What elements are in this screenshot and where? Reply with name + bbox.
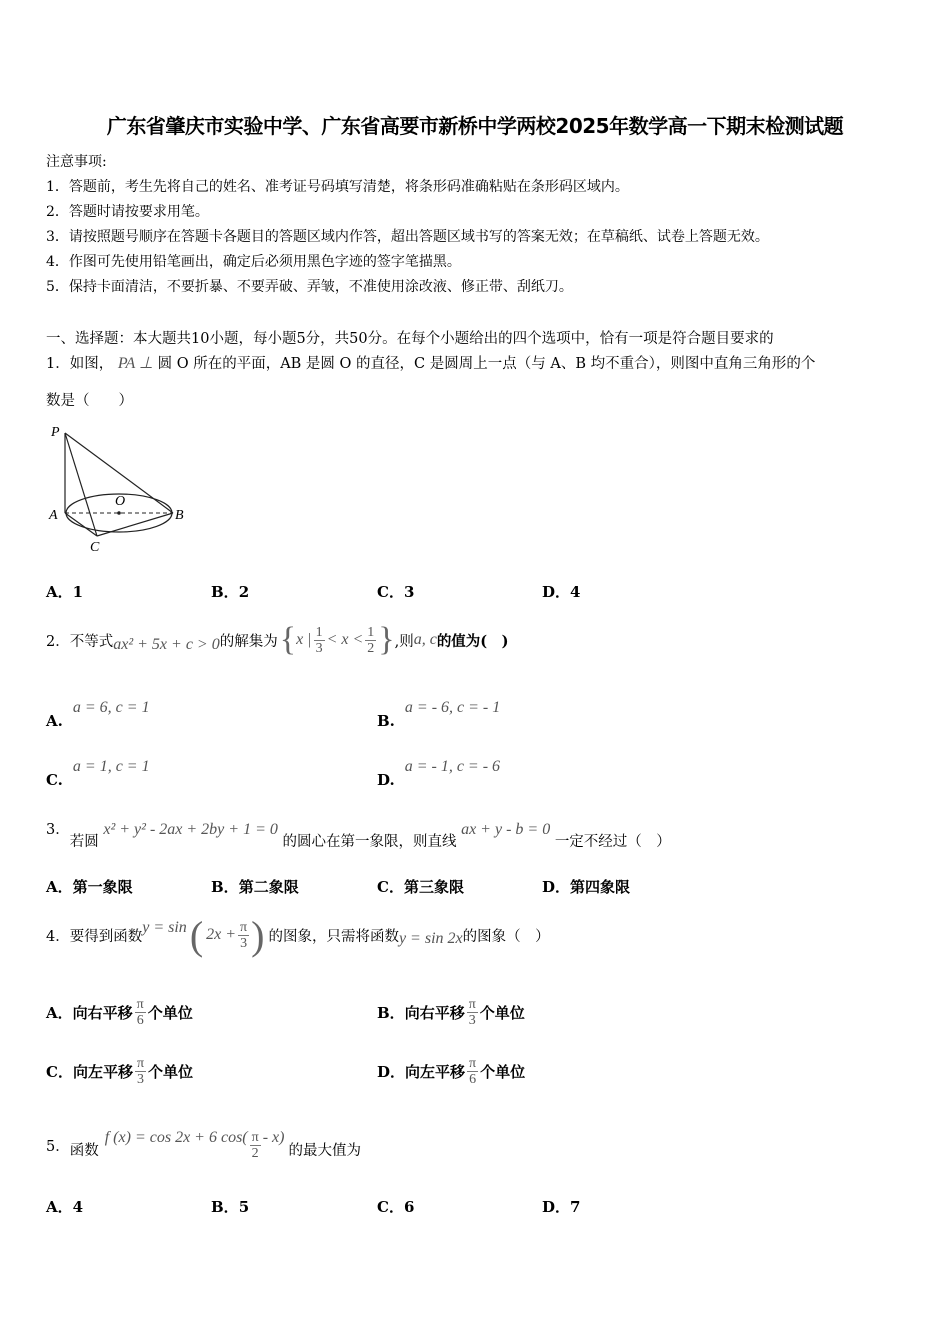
q4-option-c[interactable]: C． 向左平移 $\frac{\pi}{3}$ 个单位 — [46, 1056, 194, 1087]
q1-option-b[interactable]: B．2 — [211, 583, 250, 601]
q1-option-a[interactable]: A．1 — [46, 583, 84, 601]
fraction: $\frac{1}{3}$ — [315, 624, 323, 656]
q2-option-b[interactable]: B.a = - 6, c = - 1 — [377, 699, 501, 730]
q3-option-a[interactable]: A．第一象限 — [46, 878, 133, 896]
q5-option-d[interactable]: D．7 — [542, 1198, 581, 1216]
notice-block — [46, 150, 769, 300]
q3-option-c[interactable]: C．第三象限 — [377, 878, 464, 896]
question-1-line1: 1．如图， PA ⊥ 圆 O 所在的平面，AB 是圆 O 的直径，C 是圆周上一点（与 A、B 均不重合），则图中直角三角形的个 — [46, 355, 816, 372]
section-heading: 一、选择题：本大题共10小题，每小题5分，共50分。在每个小题给出的四个选项中，恰有一项是符合题目要求的 — [46, 331, 774, 347]
q4-option-d[interactable]: D． 向左平移 $\frac{\pi}{6}$ 个单位 — [377, 1056, 526, 1087]
q2-option-a[interactable]: A.a = 6, c = 1 — [46, 699, 150, 730]
q5-option-c[interactable]: C．6 — [377, 1198, 415, 1216]
q1-option-c[interactable]: C．3 — [377, 583, 415, 601]
question-3: 3．若圆 x² + y² - 2ax + 2by + 1 = 0 的圆心在第一象限，则直线 ax + y - b = 0 一定不经过（ ） — [46, 821, 671, 850]
question-number: 3． — [46, 822, 70, 838]
fraction: $\frac{\pi}{2}$ — [251, 1129, 259, 1161]
math-expression: PA ⊥ — [117, 355, 153, 372]
q3-option-d[interactable]: D．第四象限 — [542, 878, 631, 896]
fraction: $\frac{1}{2}$ — [367, 624, 375, 656]
q3-option-b[interactable]: B．第二象限 — [211, 878, 299, 896]
notice-item: 1．答题前，考生先将自己的姓名、准考证号码填写清楚，将条形码准确粘贴在条形码区域内。 — [46, 179, 629, 195]
q4-option-a[interactable]: A． 向右平移 $\frac{\pi}{6}$ 个单位 — [46, 997, 193, 1028]
exam-title: 广东省肇庆市实验中学、广东省高要市新桥中学两校2025年数学高一下期末检测试题 — [106, 114, 844, 138]
q2-option-d[interactable]: D.a = - 1, c = - 6 — [377, 758, 501, 789]
q2-option-c[interactable]: C.a = 1, c = 1 — [46, 758, 150, 789]
label-b: B — [175, 508, 184, 523]
geometry-figure — [44, 420, 194, 555]
q5-option-a[interactable]: A．4 — [46, 1198, 84, 1216]
label-a: A — [49, 508, 58, 523]
question-4: 4． 要得到函数 y = sin ( 2x + $\frac{\pi}{3}$ ) 的图象，只需将函数 y = sin 2x 的图象（ ） — [46, 912, 550, 958]
notice-item: 2．答题时请按要求用笔。 — [46, 204, 209, 220]
question-number: 4． — [46, 928, 70, 945]
q5-option-b[interactable]: B．5 — [211, 1198, 250, 1216]
question-5: 5． 函数 f (x) = cos 2x + 6 cos( $\frac{\pi}{2}$ - x) 的最大值为 — [46, 1129, 361, 1161]
notice-item: 4．作图可先使用铅笔画出，确定后必须用黑色字迹的签字笔描黑。 — [46, 254, 461, 270]
question-number: 2． — [46, 633, 70, 650]
label-o: O — [115, 494, 126, 509]
label-p: P — [51, 425, 60, 440]
math-line-equation: ax + y - b = 0 — [461, 821, 551, 838]
q4-option-b[interactable]: B． 向右平移 $\frac{\pi}{3}$ 个单位 — [377, 997, 525, 1028]
question-1-line2: 数是（ ） — [46, 393, 133, 409]
math-circle-equation: x² + y² - 2ax + 2by + 1 = 0 — [103, 821, 278, 838]
question-number: 5． — [46, 1138, 70, 1155]
fraction: $\frac{\pi}{3}$ — [240, 919, 248, 951]
notice-item: 3．请按照题号顺序在答题卡各题目的答题区域内作答，超出答题区域书写的答案无效；在草稿纸、试卷上答题无效。 — [46, 229, 769, 245]
math-inequality: ax² + 5x + c > 0 — [113, 636, 220, 653]
q1-option-d[interactable]: D．4 — [542, 583, 581, 601]
question-2: 2． 不等式 ax² + 5x + c > 0 的解集为 { x | $\frac{1}{3}$ < x < $\frac{1}{2}$ } ,则 a, c 的值为( ) — [46, 621, 509, 658]
question-number: 1． — [46, 356, 70, 372]
label-c: C — [90, 540, 100, 555]
notice-heading: 注意事项: — [46, 154, 107, 170]
notice-item: 5．保持卡面清洁，不要折暴、不要弄破、弄皱，不准使用涂改液、修正带、刮纸刀。 — [46, 279, 573, 295]
